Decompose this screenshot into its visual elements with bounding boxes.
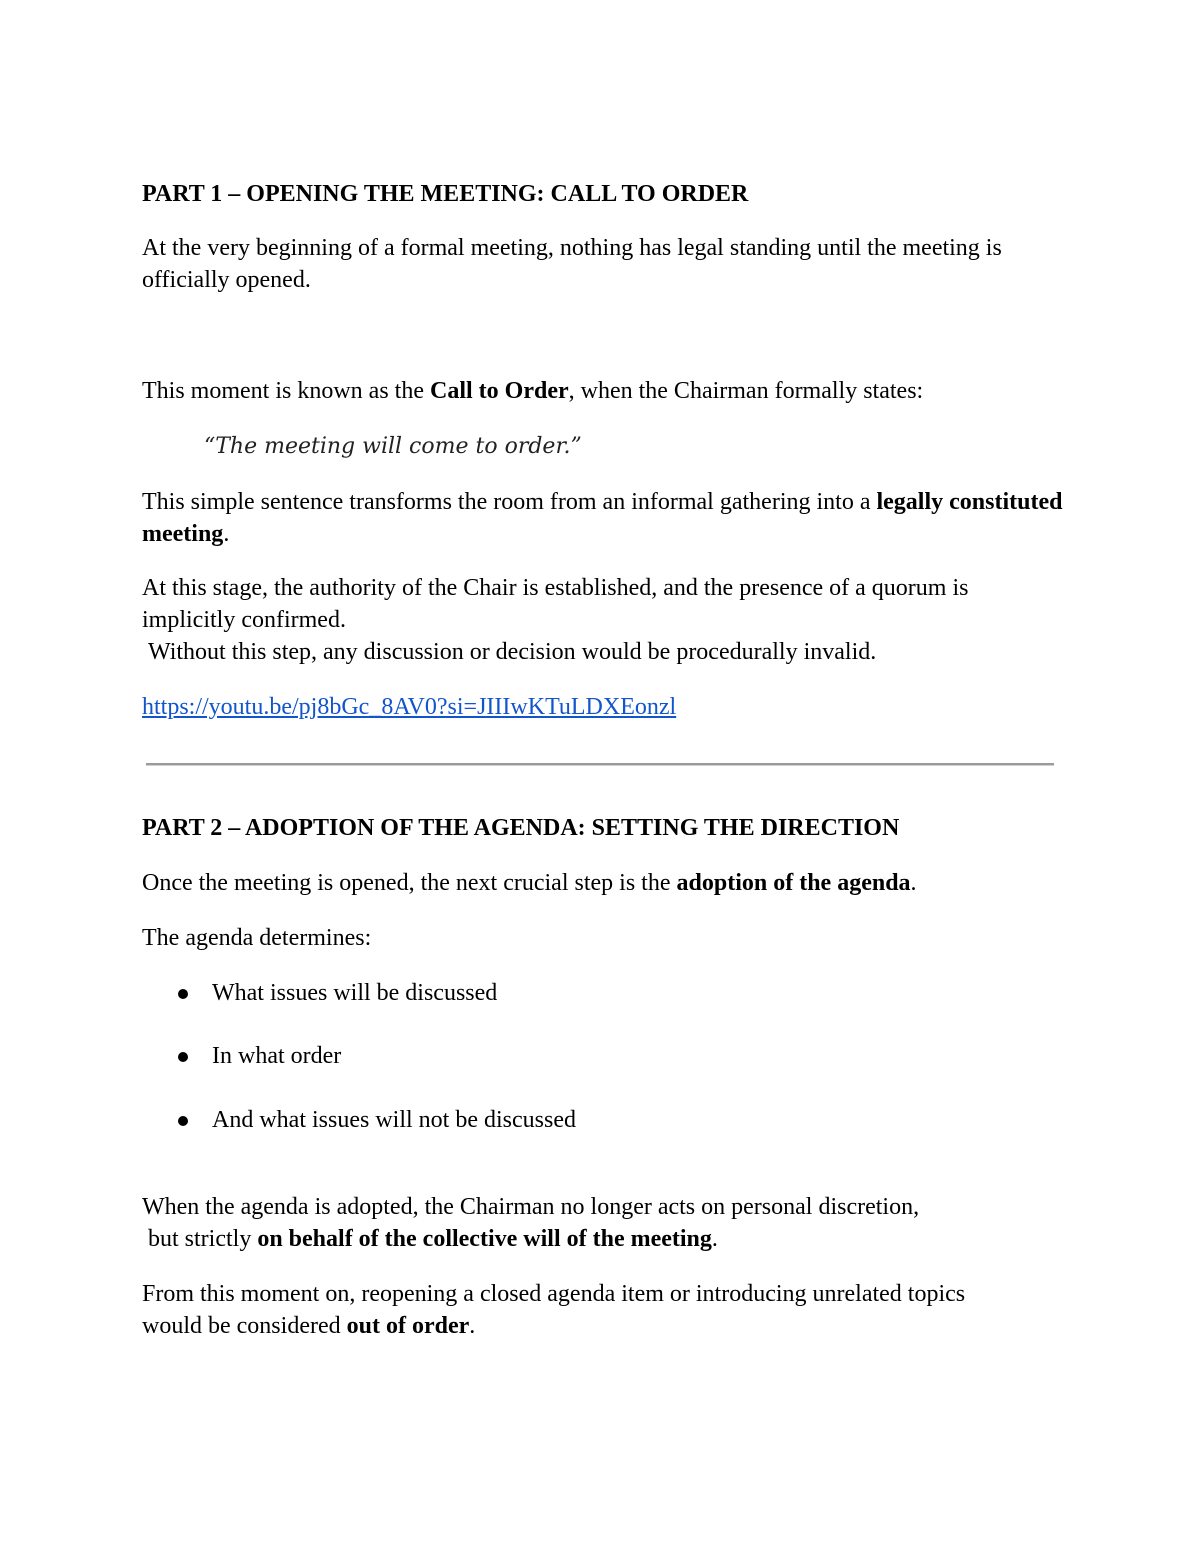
bullet-item-2: In what order (212, 1043, 342, 1069)
bullet-icon (178, 989, 188, 999)
call-to-order-text-pre: This moment is known as the (142, 378, 430, 404)
transform-text-pre: This simple sentence transforms the room from an informal gathering into a (142, 489, 877, 515)
part1-intro-paragraph: At the very beginning of a formal meeting, nothing has legal standing until the meeting is officially opened. (142, 235, 1002, 293)
part1-heading: PART 1 – OPENING THE MEETING: CALL TO ORDER (142, 181, 749, 207)
agenda-adoption-term: adoption of the agenda (676, 870, 911, 896)
video-link[interactable]: https://youtu.be/pj8bGc_8AV0?si=JIIIwKTuLDXEonzl (142, 694, 677, 720)
collective-will-text-post: . (711, 1226, 718, 1252)
agenda-adoption-text-post: . (910, 870, 917, 896)
agenda-adoption-paragraph (142, 867, 1067, 899)
invalid-paragraph: Without this step, any discussion or decision would be procedurally invalid. (148, 639, 877, 665)
section-divider (146, 763, 1054, 766)
collective-will-term: on behalf of the collective will of the meeting (257, 1226, 712, 1252)
collective-will-paragraph (142, 1223, 1073, 1255)
transform-term: legally constituted meeting (142, 489, 1063, 547)
bullet-icon (178, 1052, 188, 1062)
bullet-item-1: What issues will be discussed (212, 980, 498, 1006)
agenda-adopted-paragraph: When the agenda is adopted, the Chairman no longer acts on personal discretion, (142, 1194, 920, 1220)
out-of-order-term: out of order (346, 1313, 470, 1339)
out-of-order-paragraph (142, 1278, 1022, 1342)
transform-text-post: . (223, 521, 230, 547)
part2-heading: PART 2 – ADOPTION OF THE AGENDA: SETTING THE DIRECTION (142, 815, 900, 841)
agenda-adoption-text-pre: Once the meeting is opened, the next crucial step is the (142, 870, 677, 896)
call-to-order-term: Call to Order (429, 378, 569, 404)
agenda-determines-label: The agenda determines: (142, 925, 372, 951)
bullet-item-3: And what issues will not be discussed (212, 1107, 576, 1133)
bullet-icon (178, 1116, 188, 1126)
out-of-order-text-pre: From this moment on, reopening a closed agenda item or introducing unrelated topics would be considered (142, 1281, 966, 1339)
transform-paragraph (142, 486, 1067, 550)
chairman-quote: “The meeting will come to order.” (204, 434, 582, 459)
out-of-order-text-post: . (469, 1313, 476, 1339)
call-to-order-text-post: , when the Chairman formally states: (568, 378, 924, 404)
collective-will-text-pre: but strictly (148, 1226, 258, 1252)
stage-paragraph: At this stage, the authority of the Chair is established, and the presence of a quorum is implicitly confirmed. (142, 575, 969, 633)
call-to-order-paragraph (142, 375, 1067, 407)
video-link-line (142, 691, 1067, 723)
